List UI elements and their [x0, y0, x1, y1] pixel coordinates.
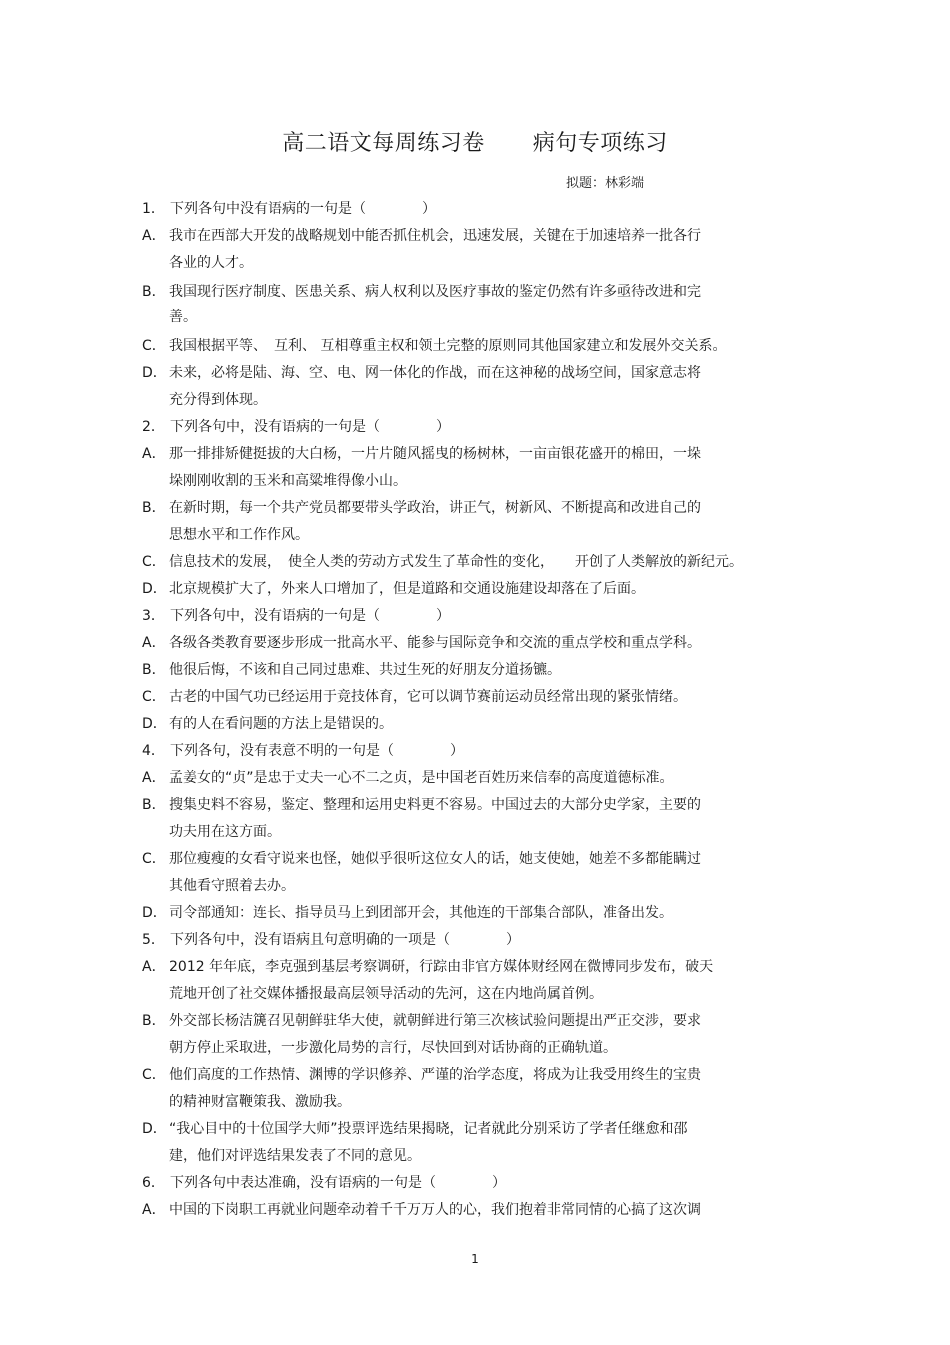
- option-label: B．: [142, 797, 166, 813]
- option-label: A．: [142, 446, 166, 462]
- option-text: 他很后悔，不该和自己同过患难、共过生死的好朋友分道扬镳。: [169, 662, 561, 678]
- question-text: 下列各句中，没有语病的一句是（ ）: [170, 608, 450, 624]
- option-continuation: [169, 472, 407, 490]
- question-number: 6．: [142, 1175, 165, 1191]
- question-text: 下列各句中，没有语病的一句是（ ）: [170, 419, 450, 435]
- option-label: B．: [142, 1013, 166, 1029]
- option-line: [142, 1201, 701, 1219]
- option-line: [142, 1012, 701, 1030]
- option-continuation: [169, 526, 309, 544]
- option-label: D．: [142, 905, 167, 921]
- option-text: 孟姜女的“贞”是忠于丈夫一心不二之贞，是中国老百姓历来信奉的高度道德标准。: [169, 770, 674, 786]
- option-label: D．: [142, 716, 167, 732]
- option-line: [142, 283, 701, 301]
- option-text: 善。: [169, 309, 197, 325]
- question-number: 2．: [142, 419, 165, 435]
- option-continuation: [169, 391, 267, 409]
- option-text: 功夫用在这方面。: [169, 824, 281, 840]
- option-line: [142, 634, 701, 652]
- option-line: [142, 553, 743, 571]
- option-text: 我市在西部大开发的战略规划中能否抓住机会，迅速发展，关键在于加速培养一批各行: [169, 228, 701, 244]
- question-number: 4．: [142, 743, 165, 759]
- option-continuation: [169, 1147, 421, 1165]
- question-text: 下列各句中，没有语病且句意明确的一项是（ ）: [170, 932, 520, 948]
- option-text: 我国根据平等、 互利、 互相尊重主权和领土完整的原则同其他国家建立和发展外交关系。: [169, 338, 727, 354]
- question-number: 1．: [142, 201, 165, 217]
- option-text: 有的人在看问题的方法上是错误的。: [169, 716, 393, 732]
- option-text: 建，他们对评选结果发表了不同的意见。: [169, 1148, 421, 1164]
- question-stem: [142, 418, 450, 436]
- title-main: 高二语文每周练习卷: [282, 131, 485, 156]
- option-text: 各级各类教育要逐步形成一批高水平、能参与国际竞争和交流的重点学校和重点学科。: [169, 635, 701, 651]
- option-line: [142, 580, 645, 598]
- option-text: 信息技术的发展， 使全人类的劳动方式发生了革命性的变化， 开创了人类解放的新纪元。: [169, 554, 743, 570]
- option-label: C．: [142, 338, 166, 354]
- question-number: 5．: [142, 932, 165, 948]
- option-text: 中国的下岗职工再就业问题牵动着千千万万人的心，我们抱着非常同情的心搞了这次调: [169, 1202, 701, 1218]
- option-label: A．: [142, 228, 166, 244]
- option-continuation: [169, 1039, 617, 1057]
- option-line: [142, 499, 701, 517]
- option-continuation: [169, 308, 197, 326]
- option-line: [142, 796, 701, 814]
- option-line: [142, 445, 701, 463]
- option-text: 荒地开创了社交媒体播报最高层领导活动的先河，这在内地尚属首例。: [169, 986, 603, 1002]
- option-label: A．: [142, 635, 166, 651]
- option-text: 搜集史料不容易，鉴定、整理和运用史料更不容易。中国过去的大部分史学家，主要的: [169, 797, 701, 813]
- option-text: “我心目中的十位国学大师”投票评选结果揭晓，记者就此分别采访了学者任继愈和邵: [169, 1121, 688, 1137]
- option-line: [142, 904, 673, 922]
- option-continuation: [169, 985, 603, 1003]
- option-text: 他们高度的工作热情、渊博的学识修养、严谨的治学态度，将成为让我受用终生的宝贵: [169, 1067, 701, 1083]
- option-line: [142, 688, 687, 706]
- question-number: 3．: [142, 608, 165, 624]
- title-sub: 病句专项练习: [532, 131, 668, 156]
- option-line: [142, 1120, 688, 1138]
- option-text: 未来，必将是陆、海、空、电、网一体化的作战，而在这神秘的战场空间，国家意志将: [169, 365, 701, 381]
- option-line: [142, 1066, 701, 1084]
- option-text: 外交部长杨洁篪召见朝鲜驻华大使，就朝鲜进行第三次核试验问题提出严正交涉，要求: [169, 1013, 701, 1029]
- option-text: 司令部通知：连长、指导员马上到团部开会，其他连的干部集合部队，准备出发。: [169, 905, 673, 921]
- option-line: [142, 850, 701, 868]
- question-stem: [142, 1174, 506, 1192]
- option-text: 北京规模扩大了，外来人口增加了，但是道路和交通设施建设却落在了后面。: [169, 581, 645, 597]
- option-continuation: [169, 1093, 351, 1111]
- option-line: [142, 337, 726, 355]
- option-text: 各业的人才。: [169, 255, 253, 271]
- option-label: C．: [142, 689, 166, 705]
- option-label: A．: [142, 959, 166, 975]
- option-label: B．: [142, 500, 166, 516]
- option-text: 2012 年年底，李克强到基层考察调研，行踪由非官方媒体财经网在微博同步发布，破天: [169, 959, 714, 975]
- option-continuation: [169, 823, 281, 841]
- option-text: 充分得到体现。: [169, 392, 267, 408]
- option-text: 垛刚刚收割的玉米和高粱堆得像小山。: [169, 473, 407, 489]
- option-text: 在新时期，每一个共产党员都要带头学政治，讲正气，树新风、不断提高和改进自己的: [169, 500, 701, 516]
- question-stem: [142, 742, 464, 760]
- option-text: 古老的中国气功已经运用于竞技体育，它可以调节赛前运动员经常出现的紧张情绪。: [169, 689, 687, 705]
- option-label: D．: [142, 365, 167, 381]
- option-line: [142, 227, 701, 245]
- option-label: D．: [142, 1121, 167, 1137]
- option-label: D．: [142, 581, 167, 597]
- option-text: 那位瘦瘦的女看守说来也怪，她似乎很听这位女人的话，她支使她，她差不多都能瞒过: [169, 851, 701, 867]
- option-label: C．: [142, 851, 166, 867]
- option-label: A．: [142, 770, 166, 786]
- option-line: [142, 364, 701, 382]
- option-text: 我国现行医疗制度、医患关系、病人权利以及医疗事故的鉴定仍然有许多亟待改进和完: [169, 284, 701, 300]
- question-stem: [142, 607, 450, 625]
- option-label: C．: [142, 554, 166, 570]
- option-label: C．: [142, 1067, 166, 1083]
- option-line: [142, 715, 393, 733]
- author-line: 拟题：林彩端: [566, 176, 645, 191]
- page-title: [0, 126, 950, 157]
- option-continuation: [169, 254, 253, 272]
- option-line: [142, 769, 674, 787]
- question-text: 下列各句，没有表意不明的一句是（ ）: [170, 743, 464, 759]
- question-text: 下列各句中没有语病的一句是（ ）: [170, 201, 436, 217]
- option-text: 朝方停止采取进，一步激化局势的言行，尽快回到对话协商的正确轨道。: [169, 1040, 617, 1056]
- option-label: B．: [142, 662, 166, 678]
- option-continuation: [169, 877, 295, 895]
- option-text: 其他看守照着去办。: [169, 878, 295, 894]
- option-line: [142, 958, 713, 976]
- page-number: 1: [471, 1252, 479, 1266]
- option-label: A．: [142, 1202, 166, 1218]
- question-text: 下列各句中表达准确，没有语病的一句是（ ）: [170, 1175, 506, 1191]
- question-stem: [142, 200, 436, 218]
- option-text: 那一排排矫健挺拔的大白杨，一片片随风摇曳的杨树林，一亩亩银花盛开的棉田，一垛: [169, 446, 701, 462]
- option-label: B．: [142, 284, 166, 300]
- option-text: 思想水平和工作作风。: [169, 527, 309, 543]
- option-text: 的精神财富鞭策我、激励我。: [169, 1094, 351, 1110]
- question-stem: [142, 931, 520, 949]
- option-line: [142, 661, 561, 679]
